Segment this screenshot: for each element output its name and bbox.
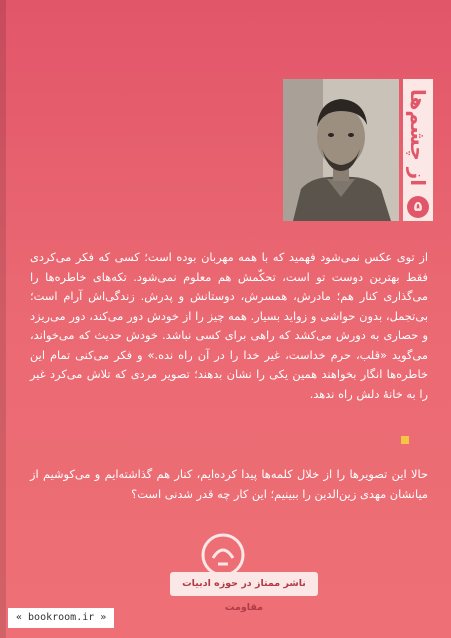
- synopsis-paragraph-1: [30, 248, 428, 404]
- synopsis-text-2: حالا این تصویرها را از خلال کلمه‌ها پیدا کرده‌ایم، کنار هم گذاشته‌ایم و می‌کوشیم از میانشان مهدی زین‌الدین را ببینیم؛ این کار چه قدر شدنی است؟: [30, 467, 428, 501]
- publisher-banner: ناشر ممتاز در حوزه ادبیات مقاومت: [170, 572, 318, 596]
- synopsis-paragraph-2: [30, 454, 428, 516]
- site-watermark: « bookroom.ir »: [8, 608, 114, 628]
- series-number-badge: ۵: [407, 196, 429, 218]
- spine-shadow: [0, 0, 6, 638]
- portrait-photo: [283, 79, 399, 221]
- synopsis-text-1: از توی عکس نمی‌شود فهمید که با همه مهربان بوده است؛ کسی که فکر می‌کردی فقط بهترین دوست تو است، تحکّمش هم معلوم نمی‌شود. تکه‌های خاطره‌ها را می‌گذاری کنار هم؛ مادرش، همسرش، دوستانش و پدرش. زندگی‌اش آرام است؛ بی‌تجمل، بدون حواشی و زواید بسیار. همه چیز را از خودش دور می‌کند، دور می‌ریزد و حصاری به دورش می‌کشد که راهی برای کسی نباشد. خودش حدیث که می‌خواند، می‌گوید «قلب، حرم خداست، غیر خدا را در آن راه نده.» و فکر می‌کنی تمام این خاطره‌ها انگار بخواهند همین یکی را نشان بدهند؛ تصویر مردی که تلاش می‌کرد غیر را به خانهٔ دلش راه ندهد.: [30, 250, 428, 401]
- yellow-bullet: [401, 436, 409, 444]
- series-title: از چشم‌ها: [406, 89, 430, 187]
